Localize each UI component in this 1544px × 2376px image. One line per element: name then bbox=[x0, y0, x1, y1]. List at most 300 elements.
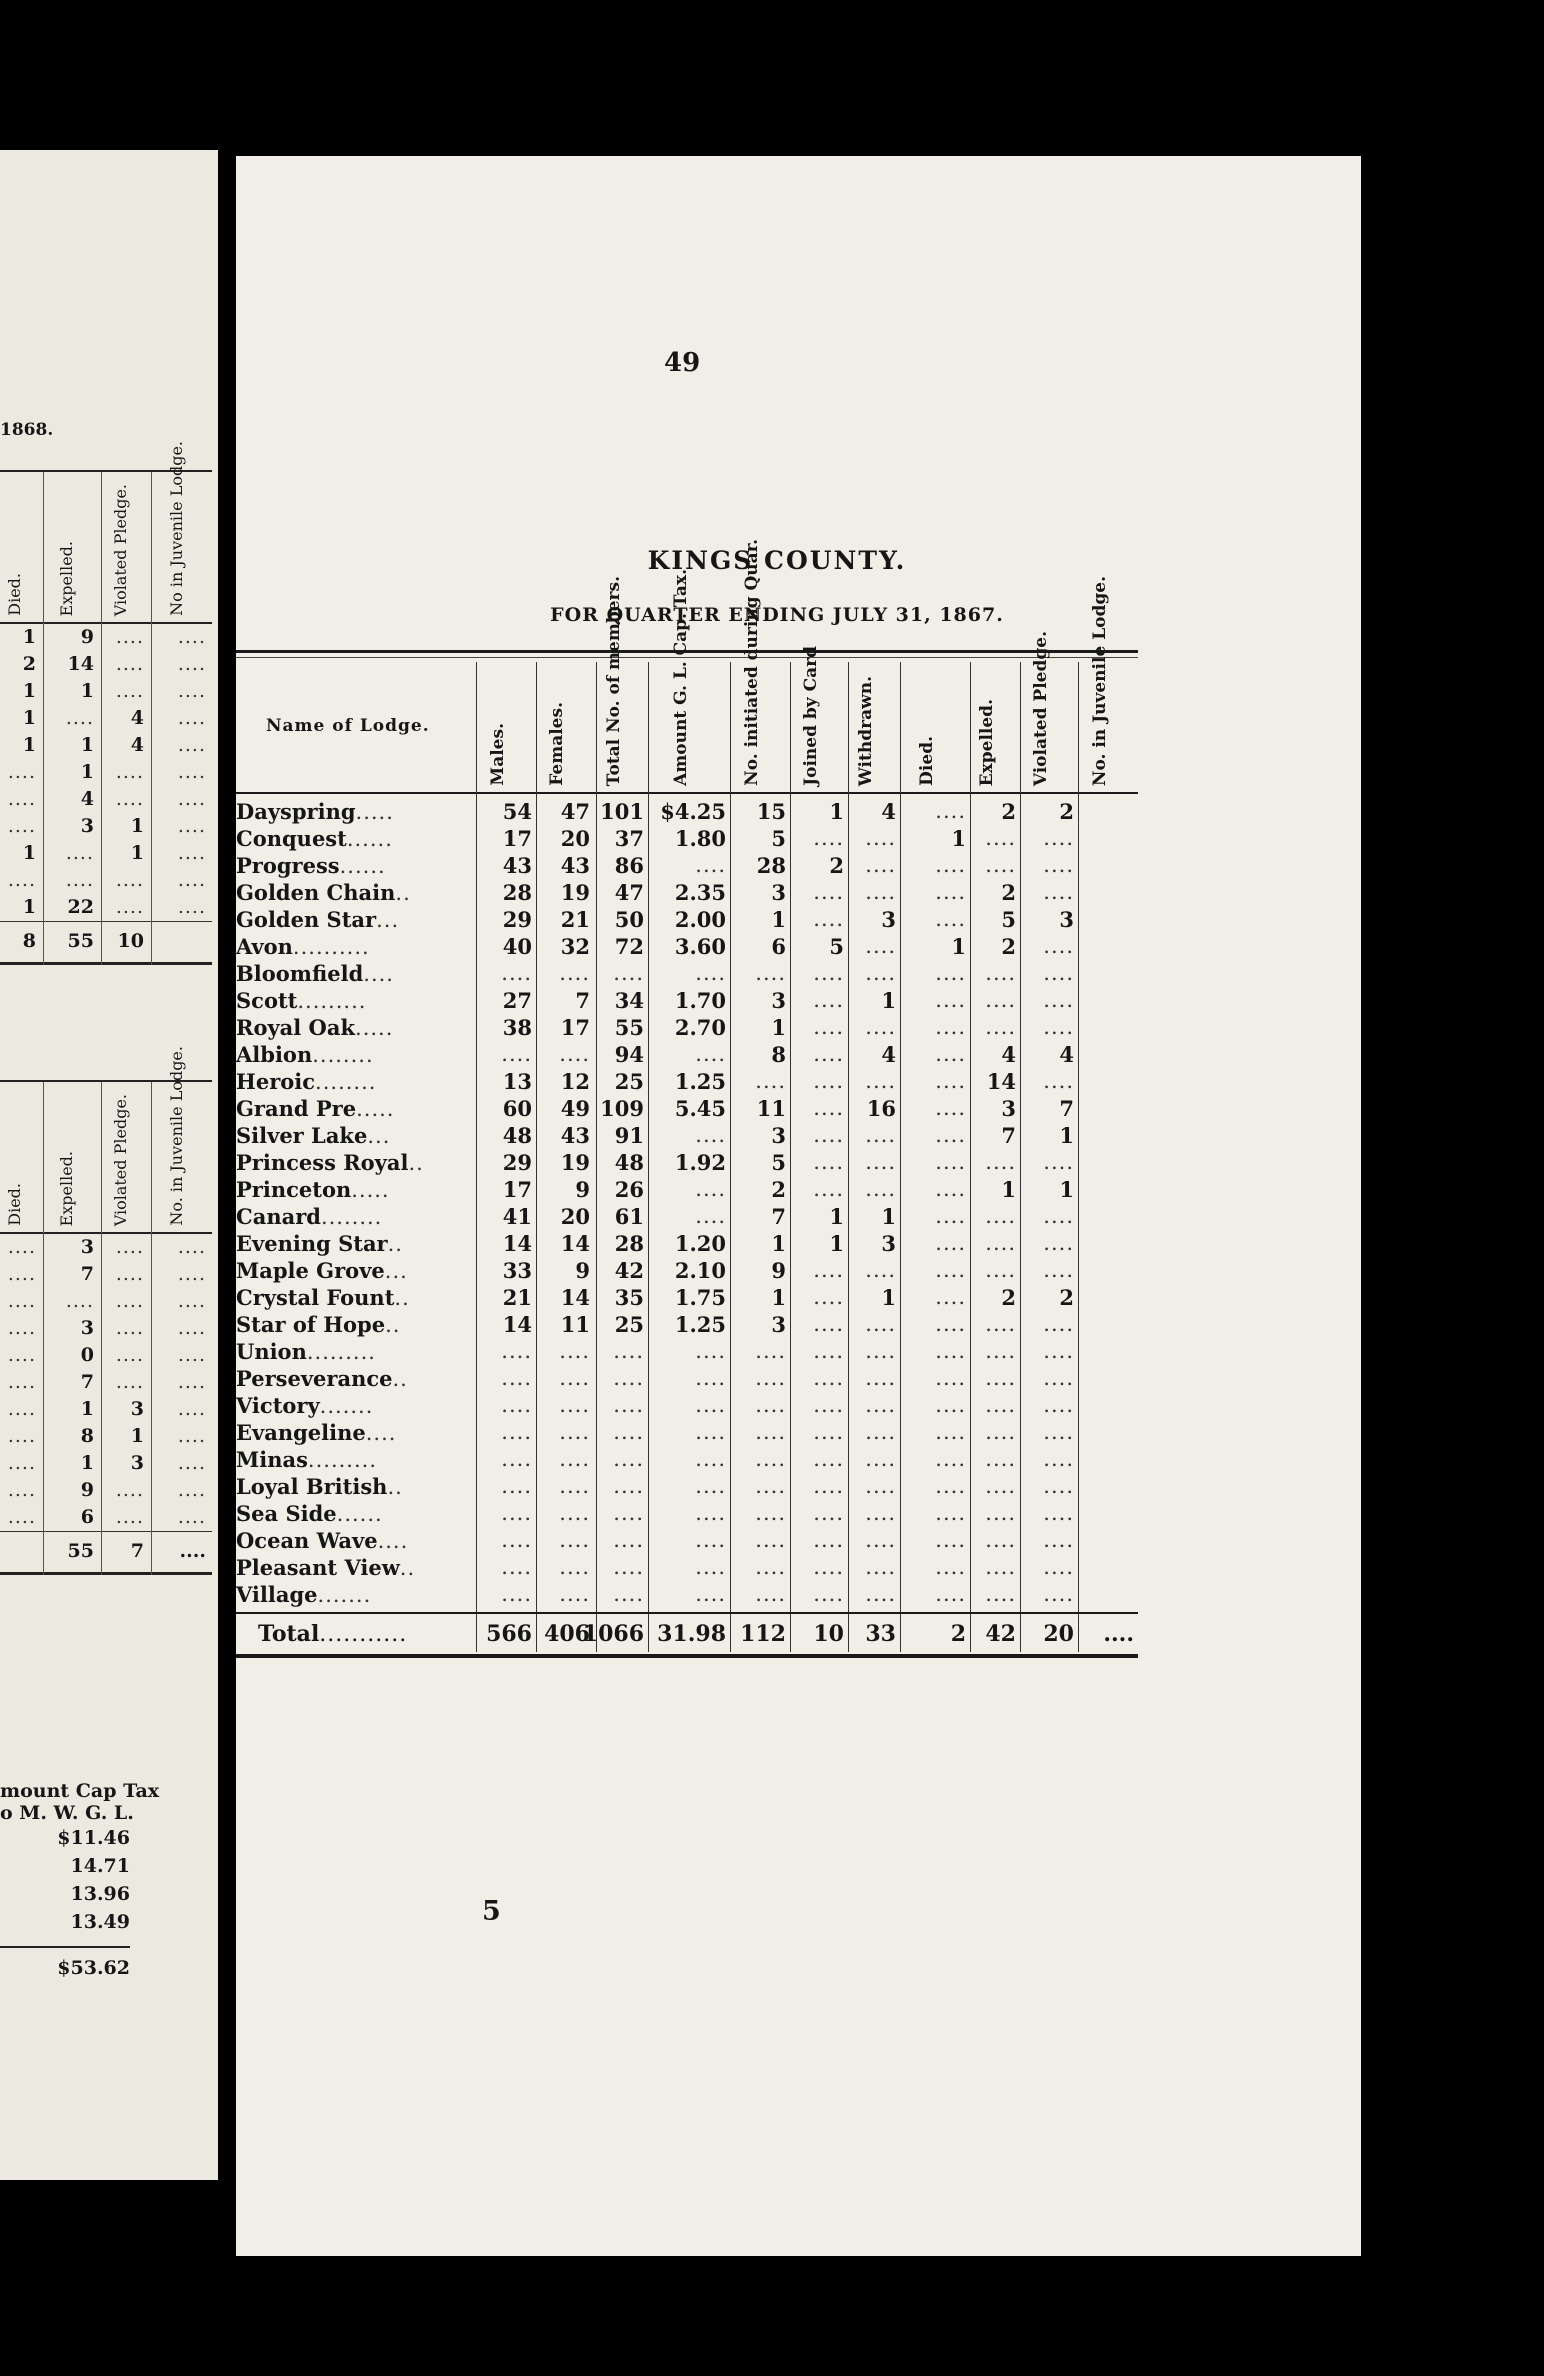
cell-value: .... bbox=[501, 1447, 532, 1471]
cell-value: 27 bbox=[502, 988, 532, 1013]
left-column-header: No in Juvenile Lodge. bbox=[167, 441, 186, 616]
left-cell-value: .... bbox=[115, 1290, 144, 1312]
lodge-row bbox=[236, 1284, 1138, 1311]
left-cell-value: 1 bbox=[80, 734, 94, 756]
total-value: .... bbox=[1103, 1621, 1134, 1647]
left-column-header: Expelled. bbox=[57, 1150, 76, 1226]
cell-value: .... bbox=[501, 1555, 532, 1579]
cell-value: 2 bbox=[829, 853, 844, 878]
lodge-name: Pleasant View.. bbox=[236, 1555, 416, 1580]
column-header: Expelled. bbox=[977, 698, 997, 786]
left-cell-value: .... bbox=[177, 788, 206, 810]
cell-value: 11 bbox=[756, 1096, 786, 1121]
left-cell-value: 4 bbox=[130, 734, 144, 756]
lodge-row bbox=[236, 1500, 1138, 1527]
cell-value: 33 bbox=[502, 1258, 532, 1283]
cell-value: .... bbox=[695, 1393, 726, 1417]
cell-value: .... bbox=[935, 961, 966, 985]
cell-value: 5 bbox=[771, 826, 786, 851]
left-cell-value: 9 bbox=[80, 626, 94, 648]
cell-value: 12 bbox=[560, 1069, 590, 1094]
cell-value: 1 bbox=[771, 1285, 786, 1310]
left-cell-value: 1 bbox=[130, 815, 144, 837]
cell-value: .... bbox=[985, 853, 1016, 877]
cell-value: 14 bbox=[502, 1312, 532, 1337]
left-table-upper bbox=[0, 441, 212, 965]
cell-value: .... bbox=[813, 961, 844, 985]
cell-value: 28 bbox=[502, 880, 532, 905]
left-table-row bbox=[0, 759, 212, 786]
cell-value: .... bbox=[813, 1339, 844, 1363]
total-value: 10 bbox=[813, 1621, 844, 1647]
cell-value: .... bbox=[935, 907, 966, 931]
left-cell-value: .... bbox=[115, 1506, 144, 1528]
left-column-rule bbox=[101, 1082, 102, 1575]
cell-value: .... bbox=[613, 1447, 644, 1471]
cell-value: .... bbox=[613, 1366, 644, 1390]
lodge-name: Progress...... bbox=[236, 853, 386, 878]
left-total-value: 7 bbox=[130, 1540, 144, 1562]
cell-value: .... bbox=[613, 1420, 644, 1444]
cell-value: .... bbox=[985, 1204, 1016, 1228]
cell-value: .... bbox=[985, 961, 1016, 985]
cell-value: 1.25 bbox=[674, 1312, 726, 1337]
cell-value: 47 bbox=[560, 799, 590, 824]
lodge-row bbox=[236, 825, 1138, 852]
lodge-name: Sea Side...... bbox=[236, 1501, 383, 1526]
cell-value: .... bbox=[813, 880, 844, 904]
cell-value: 2.70 bbox=[674, 1015, 726, 1040]
cell-value: 2 bbox=[1001, 799, 1016, 824]
left-cell-value: .... bbox=[177, 842, 206, 864]
cell-value: 2 bbox=[1001, 934, 1016, 959]
lodge-name: Royal Oak..... bbox=[236, 1015, 394, 1040]
cell-value: .... bbox=[755, 1501, 786, 1525]
cell-value: .... bbox=[935, 1555, 966, 1579]
cell-value: .... bbox=[865, 1150, 896, 1174]
cell-value: .... bbox=[813, 1285, 844, 1309]
lodge-name: Golden Chain.. bbox=[236, 880, 411, 905]
lodge-name: Golden Star... bbox=[236, 907, 400, 932]
cell-value: .... bbox=[755, 1420, 786, 1444]
cell-value: 54 bbox=[502, 799, 532, 824]
cell-value: .... bbox=[813, 1420, 844, 1444]
cell-value: 34 bbox=[614, 988, 644, 1013]
cell-value: 19 bbox=[560, 880, 590, 905]
left-cell-value: .... bbox=[115, 1479, 144, 1501]
total-value: 33 bbox=[865, 1621, 896, 1647]
cell-value: 5 bbox=[1001, 907, 1016, 932]
cell-value: .... bbox=[559, 1366, 590, 1390]
left-table-total bbox=[0, 1531, 212, 1575]
cell-value: .... bbox=[935, 1366, 966, 1390]
cell-value: 19 bbox=[560, 1150, 590, 1175]
cell-value: 17 bbox=[560, 1015, 590, 1040]
cell-value: .... bbox=[985, 826, 1016, 850]
cell-value: .... bbox=[813, 1150, 844, 1174]
lodge-name: Grand Pre..... bbox=[236, 1096, 395, 1121]
left-cell-value: 1 bbox=[22, 842, 36, 864]
total-value: 566 bbox=[486, 1621, 532, 1647]
left-cell-value: .... bbox=[65, 1290, 94, 1312]
left-cell-value: .... bbox=[177, 1452, 206, 1474]
page-number: 49 bbox=[664, 348, 701, 378]
cell-value: 1 bbox=[829, 1204, 844, 1229]
cell-value: .... bbox=[985, 1447, 1016, 1471]
cell-value: 47 bbox=[614, 880, 644, 905]
left-cell-value: 1 bbox=[22, 707, 36, 729]
cell-value: .... bbox=[695, 1420, 726, 1444]
column-rule bbox=[596, 662, 597, 1652]
cell-value: .... bbox=[813, 826, 844, 850]
cell-value: .... bbox=[985, 1312, 1016, 1336]
cell-value: .... bbox=[813, 1366, 844, 1390]
cell-value: 32 bbox=[560, 934, 590, 959]
lodge-row bbox=[236, 1392, 1138, 1419]
cell-value: 16 bbox=[866, 1096, 896, 1121]
cell-value: .... bbox=[695, 1123, 726, 1147]
left-cell-value: .... bbox=[7, 1452, 36, 1474]
left-table-row bbox=[0, 678, 212, 705]
cell-value: .... bbox=[865, 1069, 896, 1093]
cell-value: .... bbox=[935, 1015, 966, 1039]
cell-value: .... bbox=[1043, 1339, 1074, 1363]
lodge-row bbox=[236, 1149, 1138, 1176]
cell-value: 2.00 bbox=[674, 907, 726, 932]
lodge-name: Minas......... bbox=[236, 1447, 377, 1472]
total-value: 31.98 bbox=[657, 1621, 726, 1647]
left-cell-value: 3 bbox=[130, 1398, 144, 1420]
lodge-row bbox=[236, 1014, 1138, 1041]
cell-value: .... bbox=[695, 1042, 726, 1066]
left-table-row bbox=[0, 732, 212, 759]
cell-value: .... bbox=[813, 1069, 844, 1093]
cell-value: 1 bbox=[1059, 1177, 1074, 1202]
left-column-rule bbox=[151, 1082, 152, 1575]
left-cell-value: .... bbox=[177, 734, 206, 756]
cell-value: .... bbox=[985, 988, 1016, 1012]
cell-value: .... bbox=[695, 1555, 726, 1579]
cell-value: 15 bbox=[756, 799, 786, 824]
cell-value: .... bbox=[985, 1393, 1016, 1417]
lodge-name: Star of Hope.. bbox=[236, 1312, 401, 1337]
cell-value: .... bbox=[865, 1501, 896, 1525]
lodge-row bbox=[236, 1446, 1138, 1473]
left-table-row bbox=[0, 1423, 212, 1450]
cell-value: .... bbox=[813, 1393, 844, 1417]
cell-value: 3 bbox=[1059, 907, 1074, 932]
lodge-row bbox=[236, 1419, 1138, 1446]
cell-value: .... bbox=[1043, 1069, 1074, 1093]
cell-value: .... bbox=[985, 1555, 1016, 1579]
left-cell-value: 1 bbox=[80, 1398, 94, 1420]
lodge-row bbox=[236, 906, 1138, 933]
lodge-name: Albion........ bbox=[236, 1042, 374, 1067]
cell-value: 35 bbox=[614, 1285, 644, 1310]
cell-value: .... bbox=[935, 1177, 966, 1201]
cell-value: 2 bbox=[1001, 1285, 1016, 1310]
left-cell-value: 1 bbox=[22, 680, 36, 702]
main-page bbox=[236, 156, 1361, 2256]
cell-value: .... bbox=[501, 1474, 532, 1498]
lodge-name: Victory....... bbox=[236, 1393, 374, 1418]
column-rule bbox=[1020, 662, 1021, 1652]
left-cell-value: .... bbox=[7, 1398, 36, 1420]
cell-value: .... bbox=[935, 1528, 966, 1552]
cell-value: 20 bbox=[560, 826, 590, 851]
cell-value: 72 bbox=[614, 934, 644, 959]
cell-value: 4 bbox=[881, 799, 896, 824]
total-label: Total........... bbox=[258, 1621, 408, 1647]
cell-value: .... bbox=[935, 1420, 966, 1444]
left-cell-value: 1 bbox=[22, 626, 36, 648]
cell-value: .... bbox=[935, 1258, 966, 1282]
cell-value: .... bbox=[813, 1258, 844, 1282]
total-value: 2 bbox=[950, 1621, 966, 1647]
cell-value: .... bbox=[935, 853, 966, 877]
total-value: 406 bbox=[544, 1621, 590, 1647]
left-cell-value: 2 bbox=[22, 653, 36, 675]
column-rule bbox=[476, 662, 477, 1652]
cell-value: 5 bbox=[829, 934, 844, 959]
cell-value: 41 bbox=[502, 1204, 532, 1229]
cell-value: .... bbox=[501, 1366, 532, 1390]
column-header: Males. bbox=[488, 723, 508, 786]
lodge-name: Crystal Fount.. bbox=[236, 1285, 410, 1310]
cell-value: .... bbox=[1043, 1204, 1074, 1228]
cell-value: .... bbox=[1043, 934, 1074, 958]
cell-value: 29 bbox=[502, 1150, 532, 1175]
left-cell-value: 8 bbox=[80, 1425, 94, 1447]
cell-value: .... bbox=[813, 1501, 844, 1525]
left-cell-value: 3 bbox=[80, 1236, 94, 1258]
cell-value: 2 bbox=[1001, 880, 1016, 905]
cell-value: 3 bbox=[771, 988, 786, 1013]
column-rule bbox=[1078, 662, 1079, 1652]
left-table-total bbox=[0, 921, 212, 965]
lodge-name: Evangeline.... bbox=[236, 1420, 397, 1445]
cell-value: 25 bbox=[614, 1069, 644, 1094]
cell-value: .... bbox=[501, 961, 532, 985]
cell-value: .... bbox=[935, 1339, 966, 1363]
cell-value: .... bbox=[865, 1258, 896, 1282]
left-cell-value: .... bbox=[65, 707, 94, 729]
lodge-row bbox=[236, 1527, 1138, 1554]
cell-value: .... bbox=[935, 1501, 966, 1525]
cell-value: .... bbox=[985, 1582, 1016, 1606]
left-table-row bbox=[0, 813, 212, 840]
cell-value: .... bbox=[985, 1258, 1016, 1282]
left-cell-value: .... bbox=[115, 680, 144, 702]
cell-value: .... bbox=[865, 1393, 896, 1417]
left-page-fragment bbox=[0, 150, 218, 2180]
lodge-name: Evening Star.. bbox=[236, 1231, 403, 1256]
lodge-row bbox=[236, 1095, 1138, 1122]
signature-number: 5 bbox=[482, 1896, 501, 1927]
lodge-row bbox=[236, 1122, 1138, 1149]
left-cell-value: 7 bbox=[80, 1263, 94, 1285]
cell-value: 5 bbox=[771, 1150, 786, 1175]
cell-value: .... bbox=[755, 1582, 786, 1606]
left-cell-value: 1 bbox=[80, 680, 94, 702]
cell-value: .... bbox=[865, 826, 896, 850]
lodge-name: Dayspring..... bbox=[236, 799, 394, 824]
cell-value: .... bbox=[865, 1582, 896, 1606]
cell-value: .... bbox=[865, 1123, 896, 1147]
lodge-row bbox=[236, 852, 1138, 879]
cap-tax-value: $11.46 bbox=[57, 1827, 130, 1849]
cell-value: 109 bbox=[600, 1096, 644, 1121]
cell-value: .... bbox=[559, 1393, 590, 1417]
name-of-lodge-header: Name of Lodge. bbox=[266, 716, 430, 736]
cell-value: 1 bbox=[881, 1285, 896, 1310]
cell-value: .... bbox=[695, 961, 726, 985]
left-cell-value: .... bbox=[177, 1398, 206, 1420]
cap-tax-value: 13.96 bbox=[70, 1883, 130, 1905]
left-table-row bbox=[0, 894, 212, 921]
left-cell-value: .... bbox=[7, 1479, 36, 1501]
cell-value: 9 bbox=[575, 1177, 590, 1202]
cell-value: .... bbox=[1043, 988, 1074, 1012]
cell-value: 48 bbox=[502, 1123, 532, 1148]
lodge-row bbox=[236, 1257, 1138, 1284]
cell-value: .... bbox=[501, 1339, 532, 1363]
cell-value: 3 bbox=[1001, 1096, 1016, 1121]
left-cell-value: .... bbox=[177, 1290, 206, 1312]
cell-value: .... bbox=[613, 1555, 644, 1579]
cell-value: .... bbox=[559, 961, 590, 985]
cell-value: .... bbox=[695, 1582, 726, 1606]
left-table-row bbox=[0, 1504, 212, 1531]
cell-value: .... bbox=[695, 1366, 726, 1390]
cell-value: .... bbox=[985, 1474, 1016, 1498]
left-cell-value: 3 bbox=[80, 815, 94, 837]
cell-value: .... bbox=[695, 1501, 726, 1525]
cell-value: .... bbox=[935, 799, 966, 823]
cell-value: .... bbox=[559, 1555, 590, 1579]
left-table-header bbox=[0, 441, 212, 624]
cell-value: .... bbox=[865, 1177, 896, 1201]
cell-value: 37 bbox=[614, 826, 644, 851]
lodge-name: Princeton..... bbox=[236, 1177, 390, 1202]
cell-value: 1.75 bbox=[674, 1285, 726, 1310]
cell-value: 21 bbox=[502, 1285, 532, 1310]
lodge-row bbox=[236, 1068, 1138, 1095]
column-header: No. initiated during Quar. bbox=[742, 539, 762, 786]
cell-value: 13 bbox=[502, 1069, 532, 1094]
cell-value: 55 bbox=[614, 1015, 644, 1040]
cell-value: 1.25 bbox=[674, 1069, 726, 1094]
cell-value: .... bbox=[935, 1069, 966, 1093]
cell-value: .... bbox=[613, 1582, 644, 1606]
left-cell-value: .... bbox=[177, 1236, 206, 1258]
cell-value: 14 bbox=[986, 1069, 1016, 1094]
cell-value: .... bbox=[1043, 1501, 1074, 1525]
cell-value: .... bbox=[1043, 1366, 1074, 1390]
left-cell-value: .... bbox=[7, 761, 36, 783]
lodge-row bbox=[236, 987, 1138, 1014]
left-table-row bbox=[0, 705, 212, 732]
left-column-header: Died. bbox=[5, 573, 24, 616]
cell-value: .... bbox=[755, 1474, 786, 1498]
left-cell-value: .... bbox=[7, 1236, 36, 1258]
cell-value: 3 bbox=[771, 1123, 786, 1148]
left-cell-value: .... bbox=[115, 1344, 144, 1366]
cell-value: .... bbox=[755, 1555, 786, 1579]
cell-value: .... bbox=[865, 1420, 896, 1444]
cell-value: .... bbox=[935, 1285, 966, 1309]
left-table-row bbox=[0, 1342, 212, 1369]
cell-value: .... bbox=[1043, 961, 1074, 985]
column-rule bbox=[970, 662, 971, 1652]
left-total-value: 55 bbox=[67, 930, 94, 952]
left-cell-value: .... bbox=[177, 1479, 206, 1501]
cell-value: .... bbox=[1043, 1258, 1074, 1282]
left-cell-value: 1 bbox=[80, 1452, 94, 1474]
lodge-row bbox=[236, 1581, 1138, 1608]
left-cell-value: .... bbox=[177, 680, 206, 702]
cell-value: .... bbox=[865, 1474, 896, 1498]
cell-value: .... bbox=[1043, 1312, 1074, 1336]
cell-value: 42 bbox=[614, 1258, 644, 1283]
cell-value: 1 bbox=[771, 1231, 786, 1256]
left-total-value: 10 bbox=[117, 930, 144, 952]
lodge-name: Perseverance.. bbox=[236, 1366, 408, 1391]
left-column-header: Violated Pledge. bbox=[111, 1093, 130, 1226]
lodge-name: Scott......... bbox=[236, 988, 367, 1013]
cell-value: .... bbox=[813, 1447, 844, 1471]
column-header: Joined by Card bbox=[801, 646, 821, 786]
cell-value: 7 bbox=[575, 988, 590, 1013]
cell-value: .... bbox=[935, 1231, 966, 1255]
left-column-rule bbox=[43, 472, 44, 965]
left-cell-value: .... bbox=[177, 1263, 206, 1285]
cell-value: .... bbox=[1043, 1582, 1074, 1606]
left-cell-value: .... bbox=[115, 761, 144, 783]
cell-value: .... bbox=[985, 1501, 1016, 1525]
left-cell-value: .... bbox=[177, 707, 206, 729]
left-cell-value: .... bbox=[115, 1263, 144, 1285]
column-rule bbox=[536, 662, 537, 1652]
cell-value: .... bbox=[935, 1582, 966, 1606]
left-cell-value: .... bbox=[177, 869, 206, 891]
left-cell-value: .... bbox=[7, 1425, 36, 1447]
cell-value: .... bbox=[501, 1420, 532, 1444]
left-cell-value: .... bbox=[115, 788, 144, 810]
left-cell-value: .... bbox=[115, 626, 144, 648]
cell-value: .... bbox=[865, 1015, 896, 1039]
cell-value: .... bbox=[559, 1501, 590, 1525]
cell-value: .... bbox=[865, 853, 896, 877]
cell-value: 28 bbox=[756, 853, 786, 878]
left-cell-value: 3 bbox=[130, 1452, 144, 1474]
cell-value: 1 bbox=[951, 826, 966, 851]
cell-value: 94 bbox=[614, 1042, 644, 1067]
lodge-row bbox=[236, 1203, 1138, 1230]
cell-value: .... bbox=[613, 1393, 644, 1417]
left-cell-value: 1 bbox=[22, 896, 36, 918]
lodge-name: Loyal British.. bbox=[236, 1474, 403, 1499]
lodge-name: Silver Lake... bbox=[236, 1123, 391, 1148]
cell-value: 17 bbox=[502, 826, 532, 851]
cell-value: .... bbox=[813, 1123, 844, 1147]
lodge-name: Canard........ bbox=[236, 1204, 383, 1229]
cell-value: 2.35 bbox=[674, 880, 726, 905]
left-cell-value: .... bbox=[115, 1236, 144, 1258]
lodge-name: Union......... bbox=[236, 1339, 376, 1364]
total-value: 42 bbox=[985, 1621, 1016, 1647]
cell-value: 25 bbox=[614, 1312, 644, 1337]
